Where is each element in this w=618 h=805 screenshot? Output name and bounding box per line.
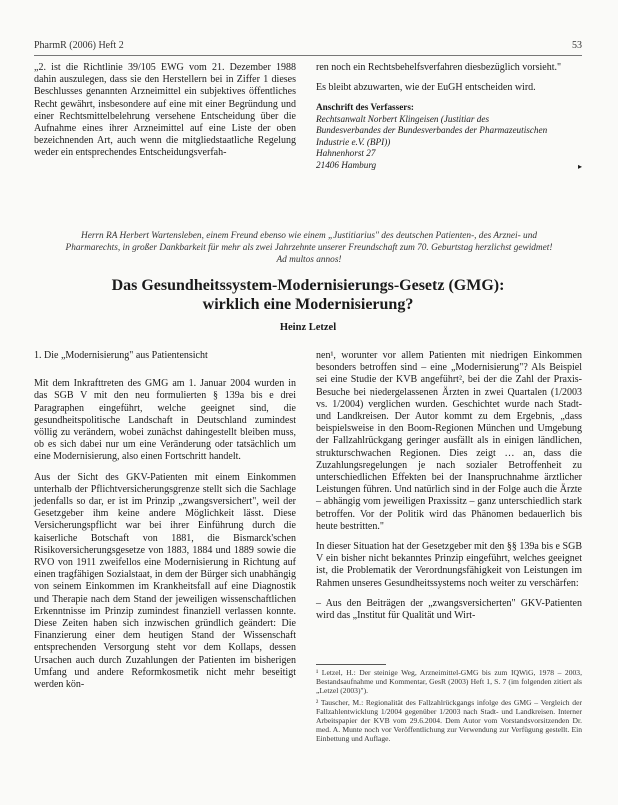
article-title (34, 276, 582, 314)
title-line-2: wirklich eine Modernisierung? (202, 296, 414, 313)
body-paragraph: Mit dem Inkrafttreten des GMG am 1. Januar 2004 wurden in das SGB V mit den neu formulierten § 139a bis e drei Paragraphen eingeführt, welche geeignet sind, die gesundheitspolitische Landschaft in Deutschland zumindest völlig zu verändern, wobei zunächst dahingestellt bleiben muss, ob es sich dabei nur um eine Veränderung oder tatsächlich um eine Modernisierung, also einen Fortschritt handelt. (34, 378, 296, 463)
article-left-column (34, 350, 296, 699)
address-line: Hahnenhorst 27 (316, 148, 376, 159)
footnote-rule (316, 664, 386, 665)
body-paragraph: nen¹, worunter vor allem Patienten mit niedrigen Einkommen besonders betroffen sind – eine „Modernisierung"? Als Beispiel sei eine Studie der KVB angeführt², bei der die Zahl der Praxis-Besuche bei niedergelassenen Ärzten in zwei Quartalen (1/2003 vs. 1/2004) verglichen wurden. Geschichtet wurde nach Stadt- und Landkreisen. Der Autor kommt zu dem Ergebnis, „dass beispielsweise in den Boom-Regionen München und Umgebung der Fallzahlrückgang geringer ausfällt als in einigen ländlichen, strukturschwachen Regionen. Dies zeigt … an, dass die Zuzahlungsregelungen je nach sozialer Betroffenheit zu unterschiedlichen Effekten bei der Inanspruchnahme ärztlicher Leistungen führen. Und natürlich sind in der Folge auch die Ärzte – abhängig vom jeweiligen Praxissitz – ganz unterschiedlich stark betroffen. Vor der Politik wird das Phänomen bedauerlich bis heute bestritten." (316, 350, 582, 532)
footnote: ¹ Letzel, H.: Der steinige Weg, Arzneimittel-GMG bis zum IQWiG, 1978 – 2003, Bestandsaufnahme und Kommentar, GesR (2003) Heft 1, S. 7 (im folgenden zitiert als „Letzel (2003)"). (316, 668, 582, 696)
author-address (316, 102, 582, 171)
body-paragraph: Aus der Sicht des GKV-Patienten mit einem Einkommen unterhalb der Pflichtversicherungsgrenze stellt sich die Sachlage jedenfalls so dar, er ist im Prinzip „zwangsversichert", weil der Gesetzgeber ihm keine andere Möglichkeit lässt. Diese Versicherungspflicht war bei ihrer Einführung durch die kaiserliche Botschaft von 1881, die Bismarck'schen Risikoversicherungsgesetze von 1883, 1884 und 1889 sowie die RVO von 1911 zweifellos eine Modernisierung in Richtung auf einen tragfähigen Sozialstaat, in dem der Bürger sich unabhängig von seinem Einkommen im Krankheitsfall auf eine Diagnostik und Therapie nach dem Stand der jeweiligen wissenschaftlichen Erkenntnisse im Prinzip zumindest finanziell verlassen konnte. Diese Zeiten haben sich inzwischen gründlich geändert: Die Finanzierung einer dem heutigen Stand der Wissenschaft entsprechenden Versorgung steht vor dem Kollaps, dessen Ursachen auch durch Zuzahlungen der Patienten im bisherigen Umfang und andere Reformkosmetik nicht mehr beseitigt werden kön- (34, 471, 296, 691)
previous-article-text: „2. ist die Richtlinie 39/105 EWG vom 21. Dezember 1988 dahin auszulegen, dass sie den Herstellern bei in Ziffer 1 dieses Beschlusses genannten Arzneimittel ein subjektives öffentliches Recht gewährt, insbesondere auf eine mit einer Begründung und einer Rechtsmittelbelehrung versehene Entscheidung über die Aufnahme eines ihrer Arzneimittel auf eine Liste der oben bezeichnenden Art, auch wenn die mitgliedstaatliche Regelung weder ein entsprechendes Entscheidungsverfah- (34, 62, 296, 159)
end-of-article-mark: ▸ (577, 162, 582, 172)
previous-article-right-column (316, 62, 582, 171)
previous-article-left-column (34, 62, 296, 168)
address-line: 21406 Hamburg (316, 159, 377, 170)
footnote: ² Tauscher, M.: Regionalität des Fallzahlrückgangs infolge des GMG – Vergleich der Fallzahlentwicklung 1/2004 gegenüber 1/2003 nach Stadt- und Landkreisen. Interner Arbeitspapier der KVB vom 29.6.2004. Dem Autor vom Vorstandsvorsitzenden Dr. med. A. Munte noch vor Veröffentlichung zur Verwendung zur Verfügung gestellt. Ein Einbettung und Auflage. (316, 697, 582, 744)
address-line: Industrie e.V. (BPI)) (316, 136, 391, 147)
article-author: Heinz Letzel (279, 322, 337, 333)
footnotes (316, 668, 582, 746)
article-right-column (316, 350, 582, 622)
running-header (34, 40, 582, 51)
page-number: 53 (572, 40, 582, 51)
dedication: Herrn RA Herbert Wartensleben, einem Freund ebenso wie einem „Justitiarius" des deutschen Patienten-, des Arznei- und Pharmarechts, in großer Dankbarkeit für mehr als zwei Jahrzehnte unserer Freundschaft zum 70. Geburtstag herzlichst gewidmet! Ad multos annos! (65, 231, 553, 265)
address-line: Bundesverbandes der Bundesverbandes der Pharmazeutischen (316, 125, 548, 136)
previous-article-closing: Es bleibt abzuwarten, wie der EuGH entscheiden wird. (316, 82, 536, 94)
title-line-1: Das Gesundheitssystem-Modernisierungs-Gesetz (GMG): (111, 277, 505, 294)
section-heading: 1. Die „Modernisierung" aus Patientensicht (34, 350, 208, 361)
previous-article-continuation: ren noch ein Rechtsbehelfsverfahren diesbezüglich vorsieht." (316, 62, 562, 73)
address-line: Rechtsanwalt Norbert Klingeisen (Justitiar des (316, 113, 490, 124)
journal-name: PharmR (2006) Heft 2 (34, 40, 124, 51)
list-item: – Aus den Beiträgen der „zwangsversicherten" GKV-Patienten wird das „Institut für Qualität und Wirt- (316, 597, 582, 622)
body-paragraph: In dieser Situation hat der Gesetzgeber mit den §§ 139a bis e SGB V ein bisher nicht bekanntes Prinzip eingeführt, welches geeignet ist, die Problematik der Verordnungsfähigkeit von Leistungen im Rahmen unseres Gesundheitssystems noch weiter zu verschärfen: (316, 541, 582, 589)
header-rule (34, 55, 582, 56)
address-title: Anschrift des Verfassers: (316, 102, 414, 113)
